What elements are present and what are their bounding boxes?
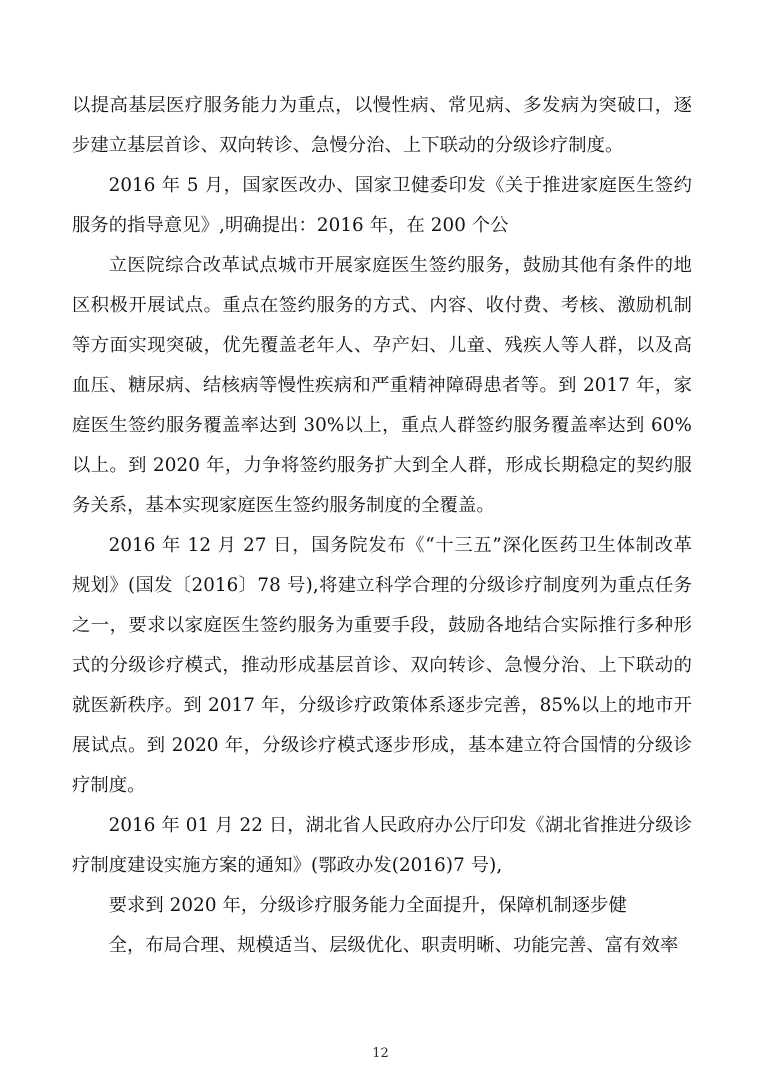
- paragraph-5: 2016 年 01 月 22 日，湖北省人民政府办公厅印发《湖北省推进分级诊疗制度建设实施方案的通知》(鄂政办发(2016)7 号),: [72, 815, 692, 876]
- page-number: 12: [372, 1046, 389, 1061]
- paragraph-6: 要求到 2020 年，分级诊疗服务能力全面提升，保障机制逐步健: [108, 895, 627, 916]
- paragraph-2: 2016 年 5 月，国家医改办、国家卫健委印发《关于推进家庭医生签约服务的指导意见》,明确提出：2016 年，在 200 个公: [72, 175, 692, 236]
- document-body: [72, 86, 692, 966]
- paragraph-4: 2016 年 12 月 27 日，国务院发布《“十三五”深化医药卫生体制改革规划》(国发〔2016〕78 号),将建立科学合理的分级诊疗制度列为重点任务之一，要求以家庭医生签约服务为重要手段，鼓励各地结合实际推行多种形式的分级诊疗模式，推动形成基层首诊、双向转诊、急慢分治、上下联动的就医新秩序。到 2017 年，分级诊疗政策体系逐步完善，85%以上的地市开展试点。到 2020 年，分级诊疗模式逐步形成，基本建立符合国情的分级诊疗制度。: [72, 535, 692, 796]
- paragraph-3: 立医院综合改革试点城市开展家庭医生签约服务，鼓励其他有条件的地区积极开展试点。重点在签约服务的方式、内容、收付费、考核、激励机制等方面实现突破，优先覆盖老年人、孕产妇、儿童、残疾人等人群，以及高血压、糖尿病、结核病等慢性疾病和严重精神障碍患者等。到 2017 年，家庭医生签约服务覆盖率达到 30%以上，重点人群签约服务覆盖率达到 60%以上。到 2020 年，力争将签约服务扩大到全人群，形成长期稳定的契约服务关系，基本实现家庭医生签约服务制度的全覆盖。: [72, 255, 692, 516]
- paragraph-7: 全，布局合理、规模适当、层级优化、职责明晰、功能完善、富有效率: [108, 935, 679, 956]
- paragraph-1: 以提高基层医疗服务能力为重点，以慢性病、常见病、多发病为突破口，逐步建立基层首诊、双向转诊、急慢分治、上下联动的分级诊疗制度。: [72, 95, 692, 156]
